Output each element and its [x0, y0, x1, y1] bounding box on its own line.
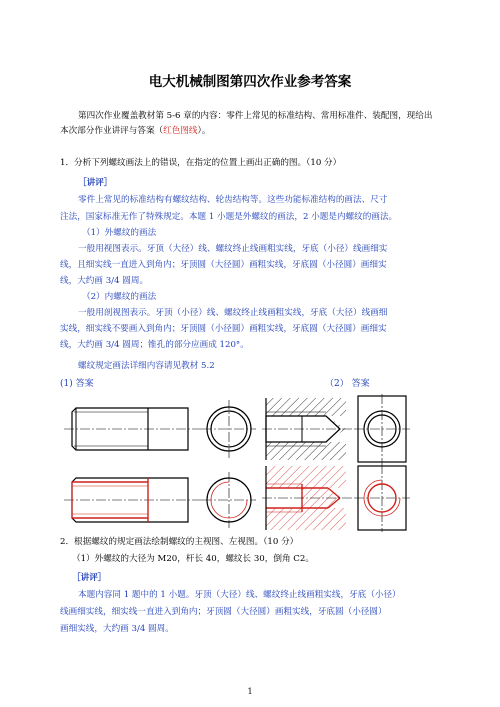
q2-subquestion: （1）外螺纹的大径为 M20，杆长 40，螺纹长 30，倒角 C2。: [72, 554, 314, 564]
q2-para-1: 本题内容同 1 题中的 1 小题。牙顶（大径）线、螺纹终止线画粗实线，牙底（小径）: [78, 590, 401, 600]
q1-heading-2: （2）内螺纹的画法: [82, 292, 157, 302]
figure-label-2: （2） 答案: [325, 379, 370, 389]
internal-thread-section-view: [262, 398, 352, 460]
q1-para-1: 零件上常见的标准结构有螺纹结构、轮齿结构等。这些功能标准结构的画法、尺寸: [78, 195, 388, 205]
internal-thread-end-view: [354, 394, 410, 464]
external-thread-answer-drawing: [60, 470, 260, 530]
external-thread-answer-end-view: [202, 472, 256, 528]
figure-label-1: (1) 答案: [60, 379, 94, 389]
q1-heading-1: （1）外螺纹的画法: [82, 228, 157, 238]
intro-red-note: 红色图线: [163, 126, 198, 136]
q2-para-3: 画细实线，大约画 3/4 圆周。: [60, 624, 174, 634]
intro-line-2: [60, 125, 210, 137]
q1-para-6: 一般用剖视图表示。牙顶（小径）线、螺纹终止线画粗实线，牙底（大径）线画细: [78, 308, 388, 318]
external-thread-side-view: [64, 408, 202, 450]
q1-para-7: 实线，细实线不要画入到角内；牙顶圆（小径圆）画粗实线，牙底圆（大径圆）画细实: [60, 324, 387, 334]
q1-para-4: 线，且细实线一直进入到角内；牙顶圆（大径圆）画粗实线，牙底圆（小径圆）画细实: [60, 260, 387, 270]
page-title: 电大机械制图第四次作业参考答案: [148, 74, 352, 90]
internal-thread-answer-end-view: [354, 464, 410, 532]
q1-para-5: 线，大约画 3/4 圆周。: [60, 276, 149, 286]
internal-thread-answer-section-view: [262, 466, 352, 530]
intro-line-2-prefix: 本次部分作业讲评与答案（: [60, 126, 164, 136]
q2-review-tag: ［讲评］: [72, 573, 107, 583]
intro-line-1: 第四次作业覆盖教材第 5-6 章的内容：零件上常见的标准结构、常用标准件、装配图，现给出: [78, 111, 433, 121]
q2-question: 2．根据螺纹的规定画法绘制螺纹的主视图、左视图。（10 分）: [60, 537, 299, 547]
internal-thread-drawing: [262, 392, 412, 467]
q1-para-2: 注法，国家标准无作了特殊规定。本题 1 小题是外螺纹的画法，2 小题是内螺纹的画法。: [60, 212, 398, 222]
external-thread-drawing: [60, 392, 260, 467]
q1-review-tag: ［讲评］: [78, 178, 113, 188]
external-thread-end-view: [202, 400, 256, 458]
q1-para-9: 螺纹规定画法详细内容请见教材 5.2: [78, 361, 215, 371]
q1-question: 1．分析下列螺纹画法上的错误，在指定的位置上画出正确的图。（10 分）: [60, 158, 342, 168]
q1-para-3: 一般用视图表示。牙顶（大径）线、螺纹终止线画粗实线，牙底（小径）线画细实: [78, 244, 388, 254]
q2-para-2: 线画细实线，细实线一直进入到角内；牙顶圆（大径圆）画粗实线，牙底圆（小径圆）: [60, 607, 387, 617]
internal-thread-answer-drawing: [262, 462, 412, 534]
intro-line-2-suffix: ）。: [197, 126, 211, 136]
page-number: 1: [247, 687, 253, 696]
q1-para-8: 线，大约画 3/4 圆周；锥孔的部分应画成 120°。: [60, 340, 249, 350]
external-thread-answer-side-view: [64, 478, 202, 522]
